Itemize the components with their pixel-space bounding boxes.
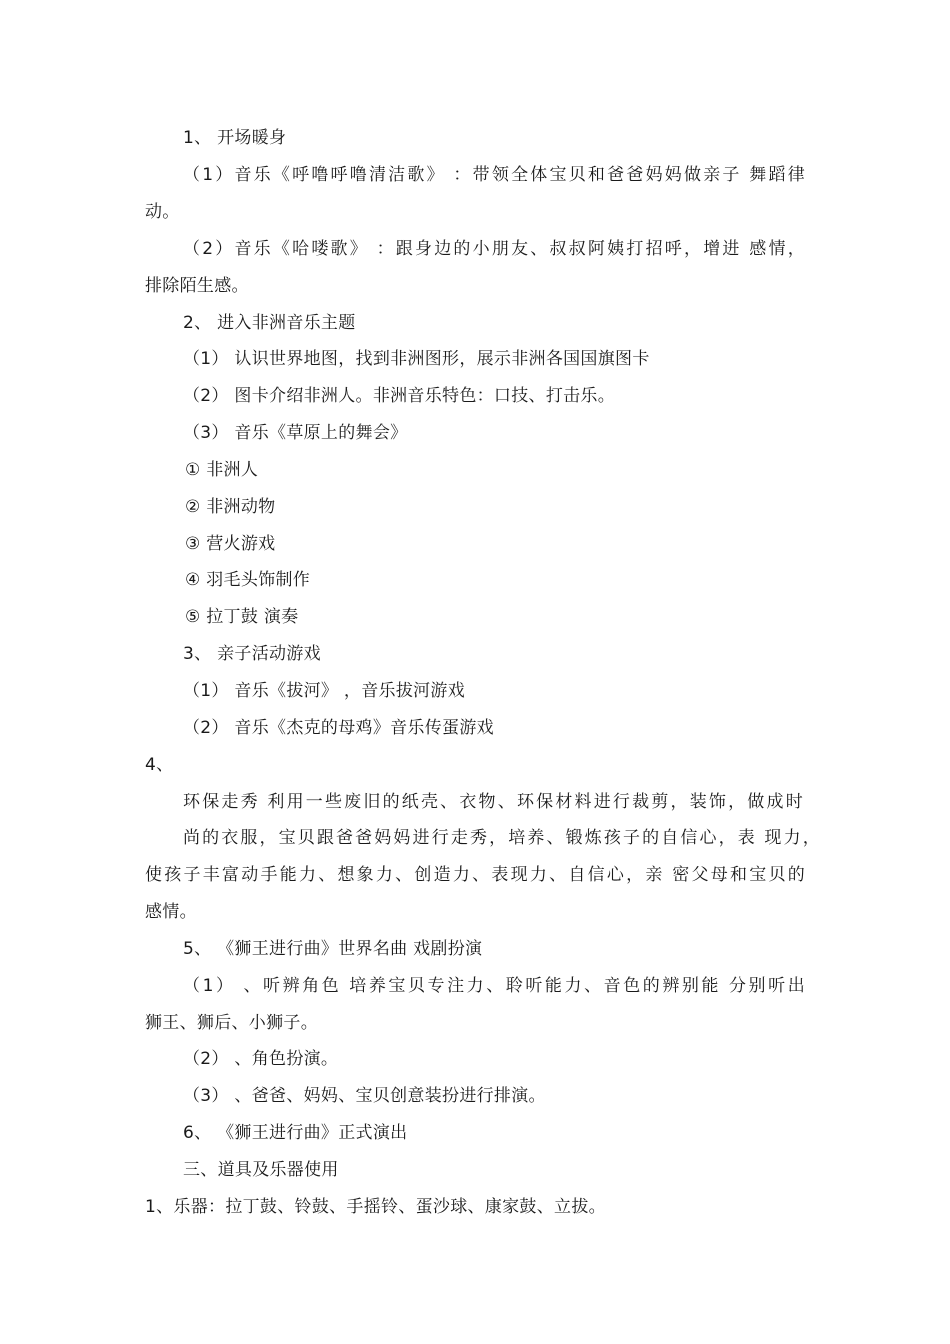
section-heading-6: 6、 《狮王进行曲》正式演出	[183, 1123, 408, 1143]
list-item: （2） 图卡介绍非洲人。非洲音乐特色：口技、打击乐。	[183, 386, 616, 406]
list-item: （3） 音乐《草原上的舞会》	[183, 423, 408, 443]
section-heading-4: 4、	[145, 755, 174, 775]
paragraph-line: 1、乐器：拉丁鼓、铃鼓、手摇铃、蛋沙球、康家鼓、立拔。	[145, 1197, 606, 1217]
list-item: （1） 音乐《拔河》 ，音乐拔河游戏	[183, 681, 466, 701]
list-item: ⑤ 拉丁鼓 演奏	[185, 607, 299, 627]
paragraph-line: 环保走秀 利用一些废旧的纸壳、衣物、环保材料进行裁剪，装饰，做成时	[183, 792, 803, 812]
list-item: （1） 认识世界地图，找到非洲图形，展示非洲各国国旗图卡	[183, 349, 650, 369]
paragraph-line: （2）音乐《哈喽歌》 ：跟身边的小朋友、叔叔阿姨打招呼，增进 感情，	[183, 239, 805, 259]
list-item: ② 非洲动物	[185, 497, 276, 517]
paragraph-line: 动。	[145, 202, 180, 222]
section-heading-2: 2、 进入非洲音乐主题	[183, 313, 356, 333]
paragraph-line: （1）音乐《呼噜呼噜清洁歌》 ：带领全体宝贝和爸爸妈妈做亲子 舞蹈律	[183, 165, 805, 185]
list-item: ③ 营火游戏	[185, 534, 276, 554]
paragraph-line: 使孩子丰富动手能力、想象力、创造力、表现力、自信心，亲 密父母和宝贝的	[145, 865, 805, 885]
section-heading-5: 5、 《狮王进行曲》世界名曲 戏剧扮演	[183, 939, 483, 959]
list-item: ④ 羽毛头饰制作	[185, 570, 311, 590]
paragraph-line: 感情。	[145, 902, 197, 922]
section-heading-1: 1、 开场暖身	[183, 128, 287, 148]
list-item: （2） 、角色扮演。	[183, 1049, 339, 1069]
paragraph-line: 狮王、狮后、小狮子。	[145, 1013, 318, 1033]
list-item: （2） 音乐《杰克的母鸡》音乐传蛋游戏	[183, 718, 494, 738]
paragraph-line: 排除陌生感。	[145, 276, 249, 296]
paragraph-line: （1） 、听辨角色 培养宝贝专注力、聆听能力、音色的辨别能 分别听出	[183, 976, 805, 996]
list-item: （3） 、爸爸、妈妈、宝贝创意装扮进行排演。	[183, 1086, 546, 1106]
section-heading-props: 三、道具及乐器使用	[183, 1160, 339, 1180]
paragraph-line: 尚的衣服，宝贝跟爸爸妈妈进行走秀，培养、锻炼孩子的自信心，表 现力，	[183, 828, 820, 848]
section-heading-3: 3、 亲子活动游戏	[183, 644, 321, 664]
list-item: ① 非洲人	[185, 460, 259, 480]
